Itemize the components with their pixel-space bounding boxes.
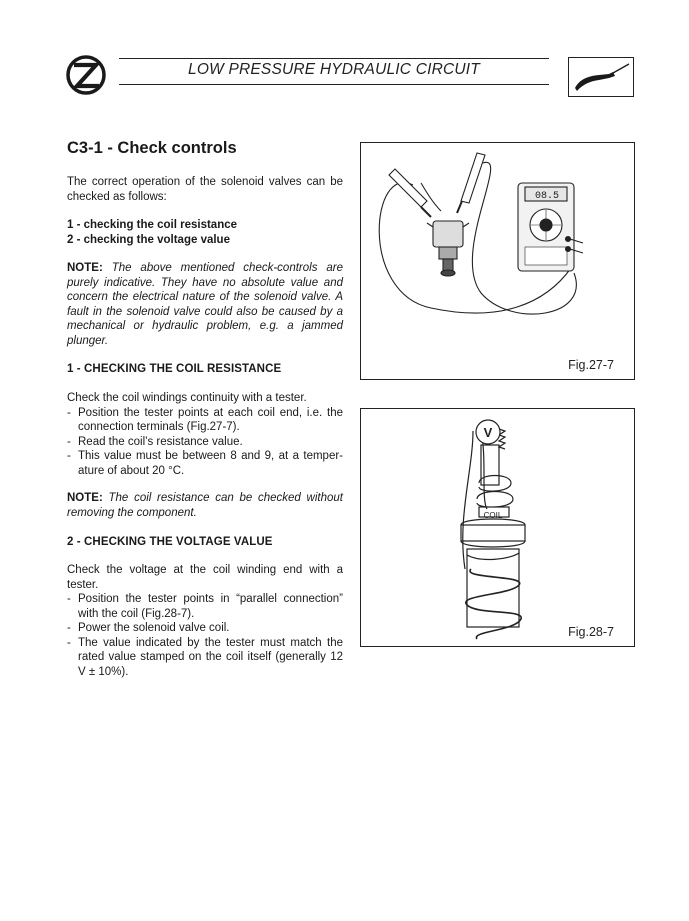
note-text: The above mentioned check-controls are purely indicative. They have no absolute value and concern the electrical nature of the solenoid valve. A fault in the solenoid valve could also be caused by a mechanical or hydraulic problem, e.g. a jammed plunger. [67, 262, 343, 347]
coil-block [67, 391, 343, 478]
voltmeter-symbol: V [483, 425, 493, 440]
intro-block [67, 175, 343, 204]
note-label: NOTE: [67, 492, 103, 504]
figure-caption: Fig.27-7 [568, 358, 614, 372]
voltage-steps [67, 592, 343, 679]
figure-28-7 [360, 408, 635, 647]
voltage-heading: 2 - CHECKING THE VOLTAGE VALUE [67, 536, 273, 548]
step-1: 1 - checking the coil resistance [67, 219, 238, 231]
steps-list [67, 218, 343, 247]
voltage-step-2: - Power the solenoid valve coil. [67, 621, 343, 636]
meter-display: 08.5 [534, 191, 560, 202]
tester-probe-icon [568, 57, 634, 97]
coil-step-1: - Position the tester points at each coil end, i.e. the connection terminals (Fig.27-7). [67, 406, 343, 435]
figure-27-7 [360, 142, 635, 380]
brand-logo [66, 55, 106, 95]
voltage-step-3: - The value indicated by the tester must match the rated value stamped on the coil itself (generally 12 V ± 10%). [67, 636, 343, 680]
coil-intro: Check the coil windings continuity with a tester. [67, 392, 307, 404]
note-text: The coil resistance can be checked without removing the component. [67, 492, 343, 519]
voltage-block [67, 563, 343, 679]
figure-caption: Fig.28-7 [568, 625, 614, 639]
voltage-check-illustration [361, 409, 634, 646]
step-2: 2 - checking the voltage value [67, 233, 230, 246]
note-label: NOTE: [67, 262, 103, 274]
section-heading: C3-1 - Check controls [67, 139, 237, 157]
page-header-title: LOW PRESSURE HYDRAULIC CIRCUIT [188, 61, 480, 78]
header-rule-top [119, 58, 549, 59]
coil-heading: 1 - CHECKING THE COIL RESISTANCE [67, 363, 282, 375]
coil-steps [67, 406, 343, 479]
intro-text: The correct operation of the solenoid valves can be checked as follows: [67, 176, 343, 203]
coil-step-3: - This value must be between 8 and 9, at a temper-ature of about 20 °C. [67, 449, 343, 478]
voltage-step-1: - Position the tester points in “parallel connection” with the coil (Fig.28-7). [67, 592, 343, 621]
voltage-intro: Check the voltage at the coil winding end with a tester. [67, 564, 343, 591]
coil-label: COIL [483, 511, 503, 520]
note-coil [67, 491, 343, 520]
coil-resistance-illustration [361, 143, 634, 379]
header-rule-bottom [119, 84, 549, 85]
coil-step-2: - Read the coil’s resistance value. [67, 435, 343, 450]
note-general [67, 261, 343, 348]
